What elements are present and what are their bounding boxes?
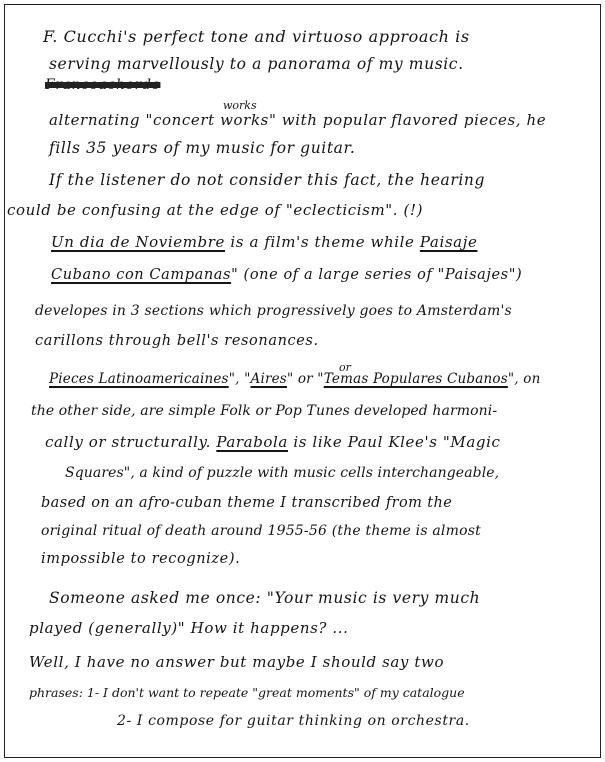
text-line <box>49 139 355 157</box>
text-line <box>31 403 497 419</box>
line-text: cally or structurally. <box>45 433 217 451</box>
line-text: F. Cucchi's perfect tone and virtuoso approach is <box>43 27 470 46</box>
text-line <box>49 371 540 387</box>
text-line <box>29 685 465 700</box>
line-text: based on an afro-cuban theme I transcribed from the <box>41 495 453 511</box>
line-text: Squares", a kind of puzzle with music cells interchangeable, <box>65 465 500 481</box>
text-line <box>51 267 522 283</box>
text-line <box>41 523 481 539</box>
text-line <box>49 111 546 129</box>
crossed-out-text <box>45 77 160 93</box>
text-line <box>43 27 470 46</box>
text-line <box>49 589 480 607</box>
line-text: Someone asked me once: "Your music is very much <box>49 589 481 607</box>
insertion-text: works <box>223 99 257 112</box>
line-text: developes in 3 sections which progressively goes to Amsterdam's <box>35 303 512 319</box>
line-text: " (one of a large series of "Paisajes") <box>231 267 523 283</box>
text-line <box>35 303 512 319</box>
line-text: Well, I have no answer but maybe I should say two <box>29 653 445 671</box>
line-text: If the listener do not consider this fact, the hearing <box>49 171 486 189</box>
line-text: original ritual of death around 1955-56 (the theme is almost <box>41 523 481 539</box>
line-text: is like Paul Klee's "Magic <box>287 433 501 451</box>
work-title: Aires <box>250 371 287 387</box>
crossed-out-word: Francoachorde <box>45 77 161 93</box>
text-line <box>29 619 349 637</box>
line-text: serving marvellously to a panorama of my music. <box>49 55 464 73</box>
line-text: 2- I compose for guitar thinking on orchestra. <box>117 713 470 729</box>
text-line <box>45 433 500 451</box>
work-title: Cubano con Campanas <box>51 267 232 283</box>
text-line <box>65 465 499 481</box>
line-text: carillons through bell's resonances. <box>35 333 319 349</box>
text-line <box>41 495 452 511</box>
line-text: fills 35 years of my music for guitar. <box>49 139 356 157</box>
line-text: ", on <box>507 371 541 387</box>
line-text: could be confusing at the edge of "eclecticism". (!) <box>7 201 424 219</box>
work-title: Temas Populares Cubanos <box>323 371 508 387</box>
work-title: Parabola <box>216 433 288 451</box>
line-text: impossible to recognize). <box>41 551 241 567</box>
text-line <box>117 713 470 729</box>
line-text: played (generally)" How it happens? ... <box>29 619 349 637</box>
text-line <box>49 171 485 189</box>
handwritten-page <box>4 4 601 758</box>
line-text: the other side, are simple Folk or Pop Tunes developed harmoni- <box>31 403 498 419</box>
line-text: ", " <box>228 371 251 387</box>
line-text: is a film's theme while <box>225 233 420 251</box>
line-text: alternating "concert works" with popular flavored pieces, he <box>49 111 547 129</box>
work-title: Pieces Latinoamericaines <box>49 371 229 387</box>
insertion-text: or <box>339 361 351 374</box>
work-title: Un dia de Noviembre <box>51 233 226 251</box>
text-line <box>49 55 464 73</box>
text-line <box>7 201 423 219</box>
work-title: Paisaje <box>419 233 478 251</box>
text-line <box>51 233 477 251</box>
text-line <box>29 653 444 671</box>
text-line <box>41 551 240 567</box>
line-text: phrases: 1- I don't want to repeate "great moments" of my catalogue <box>29 685 465 700</box>
line-text: " or " <box>286 371 324 387</box>
text-line <box>35 333 319 349</box>
